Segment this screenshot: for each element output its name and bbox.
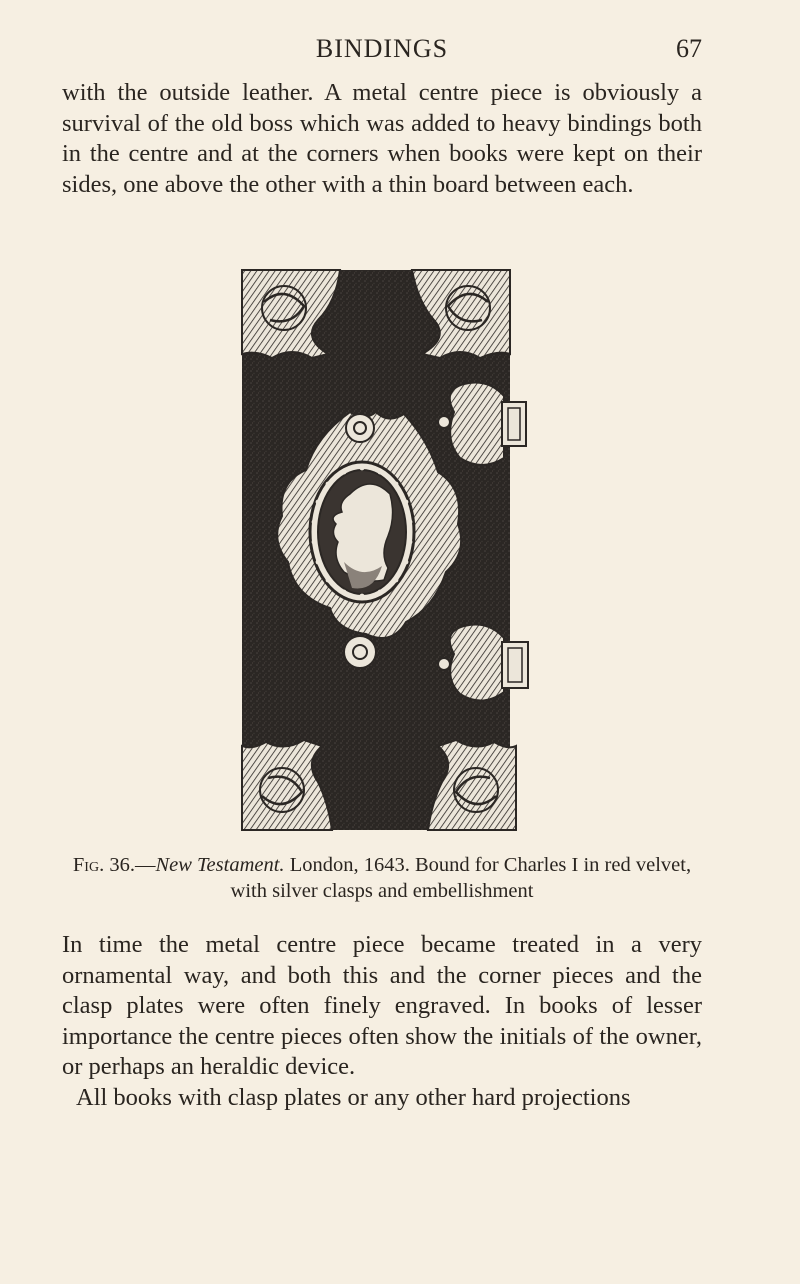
paragraph-3: All books with clasp plates or any other hard projections — [76, 1084, 631, 1111]
page-number: 67 — [676, 34, 702, 63]
figure-dash: — — [134, 854, 156, 876]
book-binding-illustration — [232, 262, 532, 834]
figure-label: Fig. 36. — [72, 854, 135, 876]
running-title: BINDINGS — [315, 34, 449, 63]
paragraph-2: In time the metal centre piece became treated in a very ornamental way, and both this and the corner pieces and the clasp plates were often finely engraved. In books of lesser importance the centre pieces often show the initials of the owner, or perhaps an heraldic device. — [62, 931, 702, 1080]
running-head — [62, 34, 702, 70]
figure-title: New Testament. — [155, 854, 285, 876]
binding-engraving — [232, 262, 532, 834]
figure-caption-text: London, 1643. Bound for Charles I in red velvet, with silver clasps and embellishment — [230, 854, 692, 902]
figure-caption — [62, 852, 702, 904]
paragraph-1: with the outside leather. A metal centre piece is obviously a survival of the old boss which was added to heavy bindings both in the centre and at the corners when books were kept on their sides, one above the other with a thin board between each. — [62, 79, 702, 198]
